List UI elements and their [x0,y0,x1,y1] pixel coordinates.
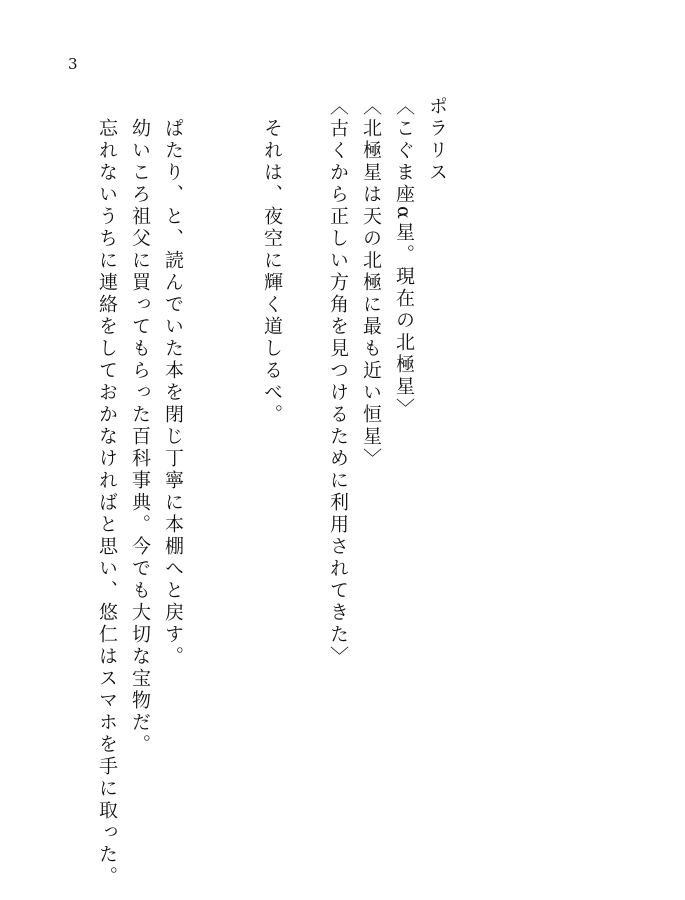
text-line-definition-2: 〈北極星は天の北極に最も近い恒星〉 [360,96,382,470]
text-line-definition-3: 〈古くから正しい方角を見つけるために利用されてきた〉 [327,96,349,668]
text-line-body-1: ぱたり、と、読んでいた本を閉じ丁寧に本棚へと戻す。 [162,118,184,668]
text-line-title: ポラリス [426,96,448,184]
text-line-body-2: 幼いころ祖父に買ってもらった百科事典。今でも大切な宝物だ。 [129,118,151,756]
text-line-body-3: 忘れないうちに連絡をしておかなければと思い、悠仁はスマホを手に取った。 [96,118,118,888]
page-number: 3 [68,55,78,73]
text-line-intro: それは、夜空に輝く道しるべ。 [261,118,283,426]
text-line-definition-1: 〈こぐま座α星。現在の北極星〉 [393,96,415,420]
